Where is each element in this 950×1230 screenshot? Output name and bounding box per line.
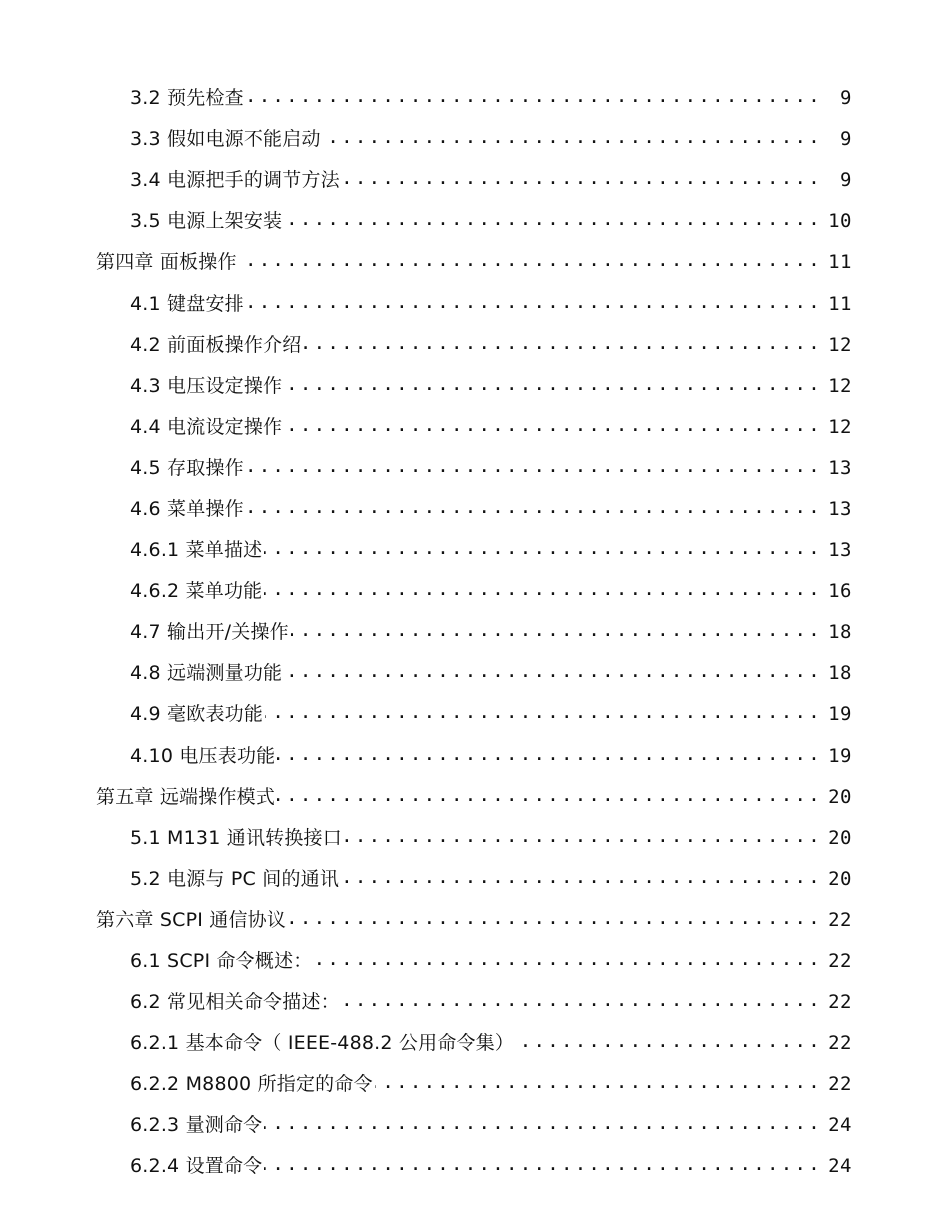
toc-entry-page-number: 24	[828, 1155, 852, 1178]
toc-entry-title: 第六章 SCPI 通信协议	[96, 908, 287, 931]
toc-entry-title: 4.2 前面板操作介绍	[130, 333, 302, 356]
toc-entry-page-number: 13	[828, 456, 852, 479]
toc-entry-page-number: 22	[828, 908, 852, 931]
toc-entry[interactable]	[0, 1064, 950, 1105]
toc-entry-title: 4.8 远端测量功能	[130, 662, 283, 685]
toc-entry-page-number: 10	[828, 210, 852, 233]
toc-entry-page-number: 11	[828, 292, 852, 315]
dot-leader	[284, 416, 822, 435]
toc-entry[interactable]	[0, 1105, 950, 1146]
toc-entry-page-number: 19	[828, 744, 852, 767]
toc-entry[interactable]	[0, 818, 950, 859]
toc-entry[interactable]	[0, 489, 950, 530]
toc-entry[interactable]	[0, 1146, 950, 1187]
dot-leader	[284, 375, 822, 394]
toc-entry-title: 4.10 电压表功能	[130, 744, 276, 767]
dot-leader	[516, 1032, 822, 1051]
toc-entry-page-number: 11	[828, 251, 852, 274]
toc-entry[interactable]	[0, 325, 950, 366]
toc-entry-title: 3.4 电源把手的调节方法	[130, 169, 340, 192]
toc-entry[interactable]	[0, 736, 950, 777]
toc-entry-title: 3.2 预先检查	[130, 87, 244, 110]
dot-leader	[246, 293, 822, 312]
toc-entry[interactable]	[0, 571, 950, 612]
toc-entry[interactable]	[0, 366, 950, 407]
dot-leader	[265, 703, 822, 722]
toc-entry[interactable]	[0, 1023, 950, 1064]
toc-entry[interactable]	[0, 982, 950, 1023]
dot-leader	[375, 1073, 822, 1092]
toc-entry-title: 6.2 常见相关命令描述：	[130, 991, 340, 1014]
toc-entry-page-number: 9	[840, 87, 852, 110]
toc-entry[interactable]	[0, 941, 950, 982]
toc-entry-title: 6.2.2 M8800 所指定的命令	[130, 1073, 373, 1096]
toc-entry-title: 6.1 SCPI 命令概述：	[130, 950, 313, 973]
toc-entry[interactable]	[0, 160, 950, 201]
toc-chapter-entry[interactable]	[0, 900, 950, 941]
dot-leader	[344, 827, 822, 846]
toc-entry[interactable]	[0, 407, 950, 448]
dot-leader	[323, 128, 822, 147]
dot-leader	[264, 580, 822, 599]
toc-entry-page-number: 18	[828, 621, 852, 644]
toc-entry-page-number: 12	[828, 374, 852, 397]
toc-entry[interactable]	[0, 201, 950, 242]
toc-entry-page-number: 20	[828, 785, 852, 808]
toc-entry-page-number: 12	[828, 333, 852, 356]
dot-leader	[246, 498, 822, 517]
toc-entry-page-number: 20	[828, 867, 852, 890]
table-of-contents	[0, 78, 950, 1188]
toc-entry-page-number: 24	[828, 1114, 852, 1137]
toc-entry-title: 4.6.2 菜单功能	[130, 580, 263, 603]
dot-leader	[341, 868, 822, 887]
toc-entry[interactable]	[0, 859, 950, 900]
toc-entry-title: 5.1 M131 通讯转换接口	[130, 826, 342, 849]
dot-leader	[284, 210, 822, 229]
toc-entry[interactable]	[0, 653, 950, 694]
dot-leader	[264, 1155, 822, 1174]
dot-leader	[342, 169, 822, 188]
toc-entry-title: 4.7 输出开/关操作	[130, 621, 289, 644]
dot-leader	[246, 87, 822, 106]
toc-entry-page-number: 22	[828, 1032, 852, 1055]
toc-entry-title: 4.1 键盘安排	[130, 292, 244, 315]
toc-entry[interactable]	[0, 612, 950, 653]
dot-leader	[284, 662, 822, 681]
toc-entry[interactable]	[0, 694, 950, 735]
dot-leader	[239, 251, 822, 270]
dot-leader	[303, 334, 822, 353]
dot-leader	[264, 1114, 822, 1133]
toc-entry-title: 4.9 毫欧表功能	[130, 703, 264, 726]
toc-entry-title: 6.2.4 设置命令	[130, 1155, 263, 1178]
toc-entry-title: 6.2.3 量测命令	[130, 1114, 263, 1137]
toc-entry[interactable]	[0, 530, 950, 571]
toc-entry-page-number: 16	[828, 580, 852, 603]
toc-entry-title: 4.5 存取操作	[130, 456, 244, 479]
dot-leader	[314, 950, 822, 969]
dot-leader	[246, 457, 822, 476]
toc-entry-title: 4.4 电流设定操作	[130, 415, 283, 438]
toc-entry-title: 3.5 电源上架安装	[130, 210, 283, 233]
toc-entry-page-number: 9	[840, 169, 852, 192]
toc-entry-page-number: 9	[840, 128, 852, 151]
toc-entry-page-number: 19	[828, 703, 852, 726]
dot-leader	[291, 621, 822, 640]
toc-entry-title: 4.6 菜单操作	[130, 497, 244, 520]
dot-leader	[277, 745, 822, 764]
toc-entry-page-number: 22	[828, 1073, 852, 1096]
toc-entry-page-number: 20	[828, 826, 852, 849]
dot-leader	[342, 991, 822, 1010]
toc-chapter-entry[interactable]	[0, 777, 950, 818]
toc-entry-title: 3.3 假如电源不能启动	[130, 128, 321, 151]
toc-entry-page-number: 22	[828, 950, 852, 973]
toc-entry[interactable]	[0, 283, 950, 324]
toc-entry-title: 第五章 远端操作模式	[96, 785, 276, 808]
toc-entry-page-number: 13	[828, 497, 852, 520]
dot-leader	[277, 786, 822, 805]
toc-entry-title: 4.3 电压设定操作	[130, 374, 283, 397]
dot-leader	[264, 539, 822, 558]
dot-leader	[288, 909, 822, 928]
toc-entry[interactable]	[0, 78, 950, 119]
toc-entry-page-number: 12	[828, 415, 852, 438]
toc-entry-title: 5.2 电源与 PC 间的通讯	[130, 867, 340, 890]
toc-chapter-entry[interactable]	[0, 242, 950, 283]
toc-entry-page-number: 22	[828, 991, 852, 1014]
toc-entry-page-number: 13	[828, 539, 852, 562]
toc-entry-title: 4.6.1 菜单描述	[130, 539, 263, 562]
toc-entry[interactable]	[0, 119, 950, 160]
toc-entry-title: 第四章 面板操作	[96, 251, 237, 274]
toc-entry[interactable]	[0, 448, 950, 489]
toc-entry-page-number: 18	[828, 662, 852, 685]
toc-entry-title: 6.2.1 基本命令（ IEEE-488.2 公用命令集）	[130, 1032, 515, 1055]
